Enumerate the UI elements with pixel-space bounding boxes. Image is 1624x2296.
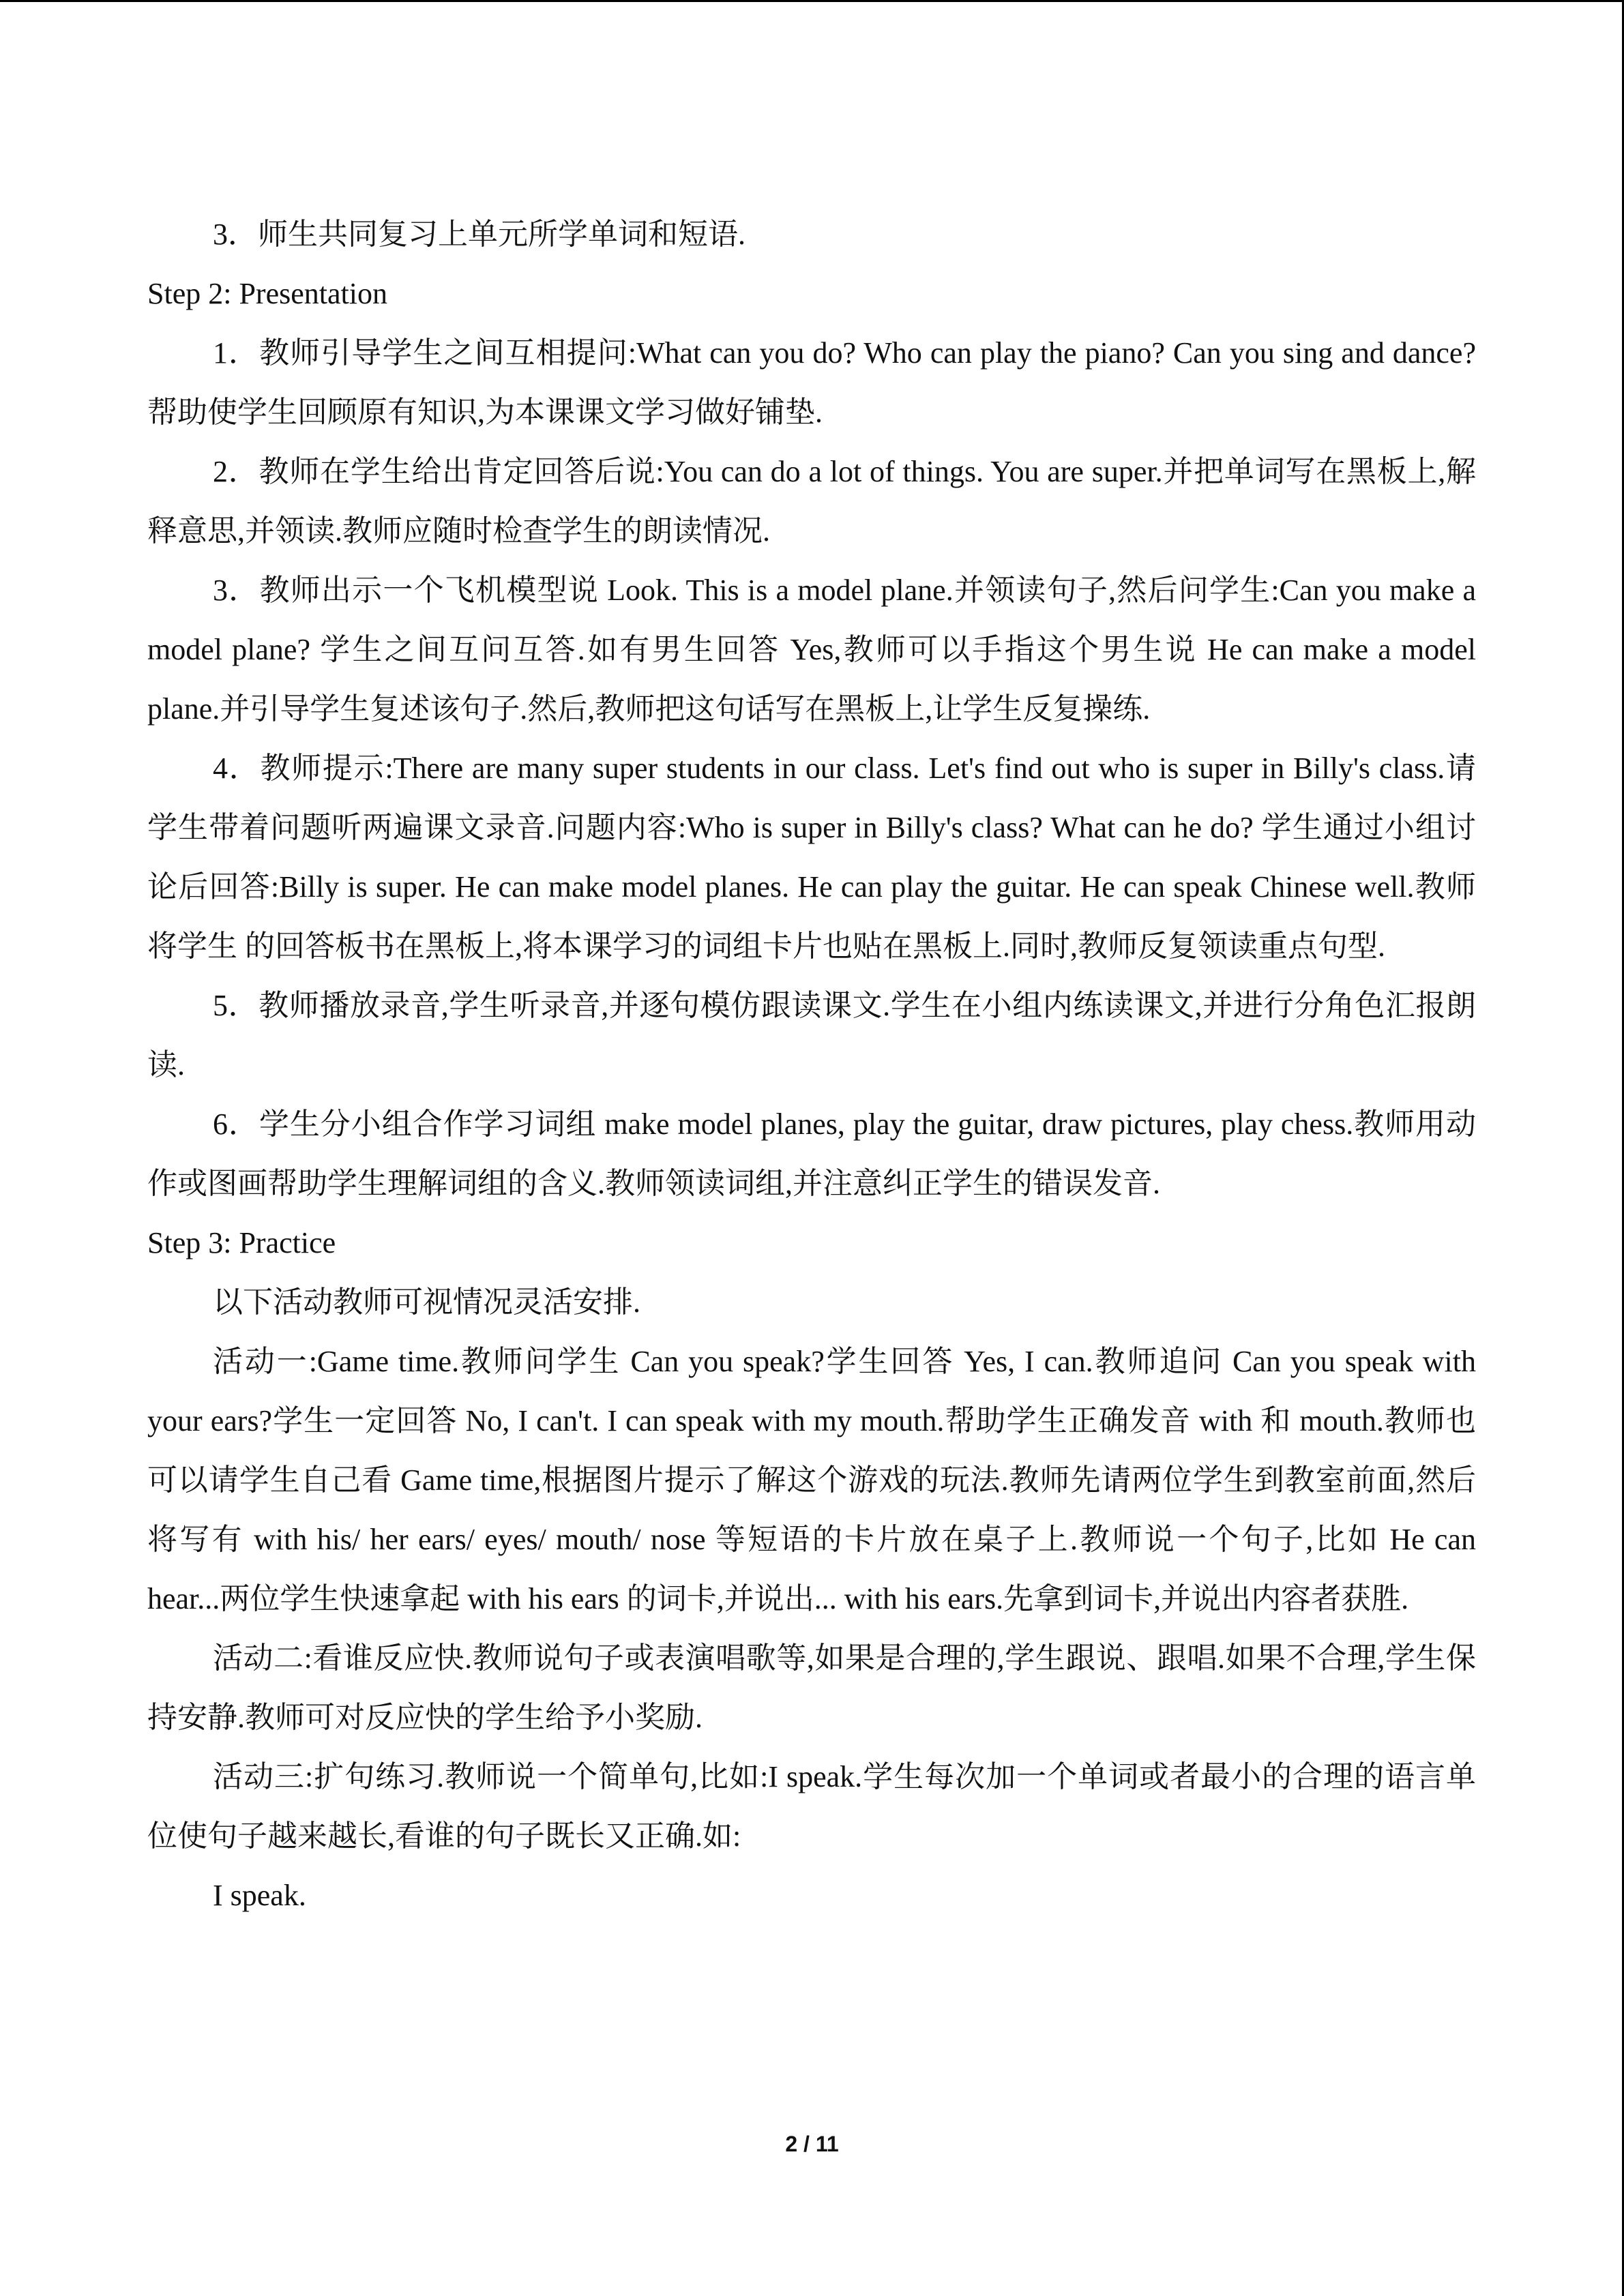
- document-body: [147, 205, 1476, 1925]
- paragraph-presentation-6: 6．学生分小组合作学习词组 make model planes, play the guitar, draw pictures, play chess.教师用动作或图画帮助学生理解词组的含义.教师领读词组,并注意纠正学生的错误发音.: [147, 1107, 1476, 1200]
- paragraph-review: 3．师生共同复习上单元所学单词和短语.: [213, 218, 745, 251]
- heading-step-2: Step 2: Presentation: [147, 277, 387, 310]
- top-border-line: [0, 0, 1624, 2]
- paragraph-presentation-1: 1．教师引导学生之间互相提问:What can you do? Who can play the piano? Can you sing and dance? 帮助使学生回顾原有知识,为本课课文学习做好铺垫.: [147, 336, 1476, 429]
- paragraph-activity-2: 活动二:看谁反应快.教师说句子或表演唱歌等,如果是合理的,学生跟说、跟唱.如果不合理,学生保持安静.教师可对反应快的学生给予小奖励.: [147, 1641, 1476, 1734]
- paragraph-presentation-5: 5．教师播放录音,学生听录音,并逐句模仿跟读课文.学生在小组内练读课文,并进行分角色汇报朗读.: [147, 989, 1476, 1082]
- page-number: 2 / 11: [785, 2132, 839, 2156]
- paragraph-activity-1: 活动一:Game time.教师问学生 Can you speak?学生回答 Yes, I can.教师追问 Can you speak with your ears?学生一定回答 No, I can't. I can speak with my mouth.帮助学生正确发音 with 和 mouth.教师也可以请学生自己看 Game time,根据图片提示了解这个游戏的玩法.教师先请两位学生到教室前面,然后将写有 with his/ her ears/ eyes/ mouth/ nose 等短语的卡片放在桌子上.教师说一个句子,比如 He can hear...两位学生快速拿起 with his ears 的词卡,并说出... with his ears.先拿到词卡,并说出内容者获胜.: [147, 1345, 1476, 1615]
- paragraph-presentation-3: 3．教师出示一个飞机模型说 Look. This is a model plane.并领读句子,然后问学生:Can you make a model plane? 学生之间互问互答.如有男生回答 Yes,教师可以手指这个男生说 He can make a model plane.并引导学生复述该句子.然后,教师把这句话写在黑板上,让学生反复操练.: [147, 573, 1476, 726]
- heading-step-3: Step 3: Practice: [147, 1226, 336, 1259]
- paragraph-example: I speak.: [213, 1879, 306, 1912]
- paragraph-presentation-4: 4．教师提示:There are many super students in our class. Let's find out who is super in Billy's class.请学生带着问题听两遍课文录音.问题内容:Who is super in Billy's class? What can he do? 学生通过小组讨论后回答:Billy is super. He can make model planes. He can play the guitar. He can speak Chinese well.教师将学生 的回答板书在黑板上,将本课学习的词组卡片也贴在黑板上.同时,教师反复领读重点句型.: [147, 751, 1476, 963]
- paragraph-presentation-2: 2．教师在学生给出肯定回答后说:You can do a lot of things. You are super.并把单词写在黑板上,解释意思,并领读.教师应随时检查学生的朗读情况.: [147, 455, 1476, 548]
- paragraph-practice-intro: 以下活动教师可视情况灵活安排.: [213, 1285, 640, 1319]
- paragraph-activity-3: 活动三:扩句练习.教师说一个简单句,比如:I speak.学生每次加一个单词或者最小的合理的语言单位使句子越来越长,看谁的句子既长又正确.如:: [147, 1760, 1476, 1853]
